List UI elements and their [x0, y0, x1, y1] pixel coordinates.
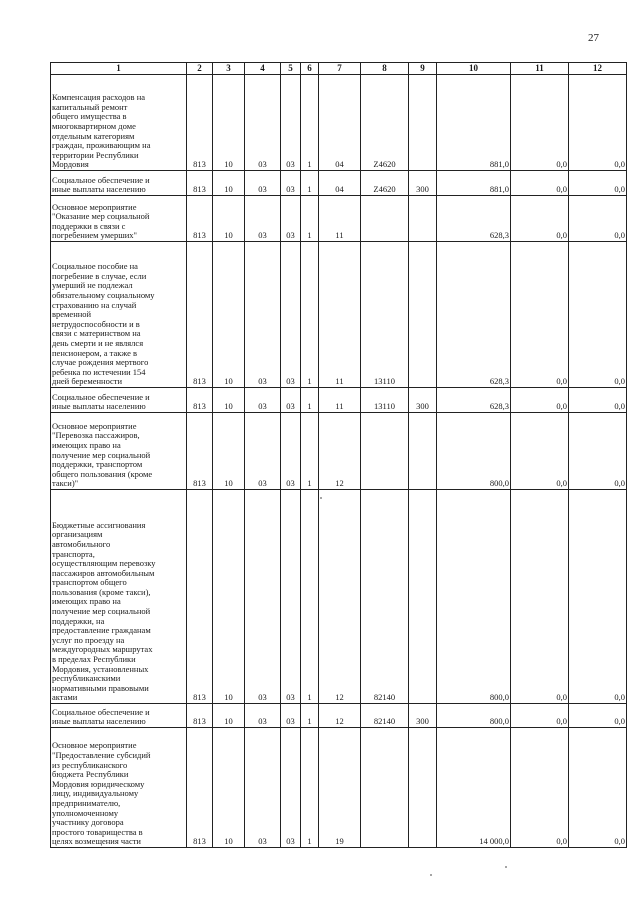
cell-subprog: 1 [301, 490, 319, 704]
cell-subprog: 1 [301, 171, 319, 196]
cell-pr: 03 [245, 171, 281, 196]
cell-gr: 813 [187, 196, 213, 242]
col-header: 7 [319, 63, 361, 75]
budget-table [50, 62, 627, 848]
cell-gr: 813 [187, 728, 213, 848]
cell-amount-1: 628,3 [437, 388, 511, 413]
row-name: Социальное обеспечение и иные выплаты населению [51, 388, 187, 413]
cell-vr [409, 490, 437, 704]
cell-direction: Z4620 [361, 171, 409, 196]
cell-vr: 300 [409, 171, 437, 196]
cell-amount-3: 0,0 [569, 490, 627, 704]
cell-rz: 10 [213, 196, 245, 242]
cell-rz: 10 [213, 171, 245, 196]
col-header: 1 [51, 63, 187, 75]
table-row [51, 490, 627, 704]
table-row [51, 75, 627, 171]
cell-subprog: 1 [301, 704, 319, 728]
cell-subprog: 1 [301, 413, 319, 490]
cell-pr: 03 [245, 728, 281, 848]
cell-rz: 10 [213, 728, 245, 848]
cell-amount-1: 800,0 [437, 490, 511, 704]
table-row [51, 171, 627, 196]
row-name: Бюджетные ассигнования организациям автомобильного транспорта, осуществляющим перевозку пассажиров автомобильным транспортом общего пользования (кроме такси), имеющих право на получение мер социальной поддержки, на предоставление гражданам услуг по проезду на междугородных маршрутах в пределах Республики Мордовия, установленных республиканскими нормативными правовыми актами [51, 490, 187, 704]
cell-vr [409, 728, 437, 848]
col-header: 11 [511, 63, 569, 75]
col-header: 12 [569, 63, 627, 75]
cell-amount-2: 0,0 [511, 413, 569, 490]
cell-pr: 03 [245, 413, 281, 490]
cell-subprog: 1 [301, 388, 319, 413]
cell-event: 19 [319, 728, 361, 848]
cell-pr: 03 [245, 388, 281, 413]
cell-amount-3: 0,0 [569, 704, 627, 728]
cell-amount-1: 628,3 [437, 196, 511, 242]
scan-speck [430, 874, 432, 876]
col-header: 5 [281, 63, 301, 75]
cell-subprog: 1 [301, 75, 319, 171]
cell-direction: 82140 [361, 490, 409, 704]
cell-amount-3: 0,0 [569, 196, 627, 242]
row-name: Основное мероприятие "Перевозка пассажиров, имеющих право на получение мер социальной поддержки, транспортом общего пользования (кроме такси)" [51, 413, 187, 490]
cell-gr: 813 [187, 242, 213, 388]
cell-event: 11 [319, 388, 361, 413]
header-row [51, 63, 627, 75]
cell-event: 12 [319, 704, 361, 728]
cell-direction: 13110 [361, 388, 409, 413]
cell-gr: 813 [187, 171, 213, 196]
cell-direction: 13110 [361, 242, 409, 388]
row-name: Социальное обеспечение и иные выплаты населению [51, 171, 187, 196]
cell-vr: 300 [409, 388, 437, 413]
cell-pr: 03 [245, 490, 281, 704]
cell-vr: 300 [409, 704, 437, 728]
cell-amount-2: 0,0 [511, 196, 569, 242]
col-header: 10 [437, 63, 511, 75]
cell-pr: 03 [245, 75, 281, 171]
cell-amount-3: 0,0 [569, 171, 627, 196]
cell-direction [361, 728, 409, 848]
cell-rz: 10 [213, 388, 245, 413]
cell-amount-2: 0,0 [511, 75, 569, 171]
cell-prog: 03 [281, 413, 301, 490]
scan-speck [505, 866, 507, 868]
cell-amount-3: 0,0 [569, 75, 627, 171]
cell-subprog: 1 [301, 728, 319, 848]
table-row [51, 388, 627, 413]
cell-subprog: 1 [301, 242, 319, 388]
table-row [51, 196, 627, 242]
cell-gr: 813 [187, 704, 213, 728]
page-number: 27 [588, 32, 599, 44]
cell-vr [409, 242, 437, 388]
cell-amount-1: 800,0 [437, 413, 511, 490]
cell-event: 12 [319, 490, 361, 704]
cell-rz: 10 [213, 75, 245, 171]
row-name: Основное мероприятие "Предоставление субсидий из республиканского бюджета Республики Мордовия юридическому лицу, индивидуальному предпринимателю, уполномоченному участнику договора простого товарищества в целях возмещения части [51, 728, 187, 848]
cell-pr: 03 [245, 196, 281, 242]
cell-amount-3: 0,0 [569, 242, 627, 388]
cell-prog: 03 [281, 388, 301, 413]
cell-direction [361, 196, 409, 242]
cell-gr: 813 [187, 413, 213, 490]
cell-amount-2: 0,0 [511, 171, 569, 196]
cell-subprog: 1 [301, 196, 319, 242]
cell-rz: 10 [213, 704, 245, 728]
cell-direction [361, 413, 409, 490]
cell-rz: 10 [213, 413, 245, 490]
scan-speck [320, 497, 322, 499]
col-header: 9 [409, 63, 437, 75]
cell-amount-3: 0,0 [569, 388, 627, 413]
cell-amount-2: 0,0 [511, 242, 569, 388]
cell-amount-1: 14 000,0 [437, 728, 511, 848]
cell-amount-2: 0,0 [511, 388, 569, 413]
cell-event: 11 [319, 242, 361, 388]
cell-gr: 813 [187, 388, 213, 413]
cell-gr: 813 [187, 75, 213, 171]
cell-vr [409, 196, 437, 242]
cell-amount-2: 0,0 [511, 490, 569, 704]
col-header: 6 [301, 63, 319, 75]
cell-amount-3: 0,0 [569, 413, 627, 490]
table-row [51, 413, 627, 490]
cell-gr: 813 [187, 490, 213, 704]
table-row [51, 704, 627, 728]
cell-event: 04 [319, 75, 361, 171]
cell-rz: 10 [213, 490, 245, 704]
cell-direction: 82140 [361, 704, 409, 728]
row-name: Социальное пособие на погребение в случае, если умерший не подлежал обязательному социальному страхованию на случай временной нетрудоспособности и в связи с материнством на день смерти и не являлся пенсионером, а также в случае рождения мертвого ребенка по истечении 154 дней беременности [51, 242, 187, 388]
cell-prog: 03 [281, 728, 301, 848]
cell-vr [409, 413, 437, 490]
cell-amount-1: 628,3 [437, 242, 511, 388]
table-row [51, 728, 627, 848]
row-name: Основное мероприятие "Оказание мер социальной поддержки в связи с погребением умерших" [51, 196, 187, 242]
cell-amount-1: 881,0 [437, 75, 511, 171]
cell-prog: 03 [281, 490, 301, 704]
cell-amount-2: 0,0 [511, 728, 569, 848]
cell-event: 11 [319, 196, 361, 242]
col-header: 2 [187, 63, 213, 75]
cell-amount-2: 0,0 [511, 704, 569, 728]
table-row [51, 242, 627, 388]
cell-amount-3: 0,0 [569, 728, 627, 848]
col-header: 4 [245, 63, 281, 75]
cell-prog: 03 [281, 75, 301, 171]
cell-prog: 03 [281, 196, 301, 242]
col-header: 3 [213, 63, 245, 75]
cell-prog: 03 [281, 242, 301, 388]
cell-amount-1: 881,0 [437, 171, 511, 196]
cell-rz: 10 [213, 242, 245, 388]
cell-direction: Z4620 [361, 75, 409, 171]
cell-prog: 03 [281, 171, 301, 196]
col-header: 8 [361, 63, 409, 75]
cell-prog: 03 [281, 704, 301, 728]
cell-pr: 03 [245, 242, 281, 388]
cell-event: 04 [319, 171, 361, 196]
row-name: Компенсация расходов на капитальный ремонт общего имущества в многоквартирном доме отдельным категориям граждан, проживающим на территории Республики Мордовия [51, 75, 187, 171]
cell-amount-1: 800,0 [437, 704, 511, 728]
cell-pr: 03 [245, 704, 281, 728]
cell-event: 12 [319, 413, 361, 490]
cell-vr [409, 75, 437, 171]
row-name: Социальное обеспечение и иные выплаты населению [51, 704, 187, 728]
